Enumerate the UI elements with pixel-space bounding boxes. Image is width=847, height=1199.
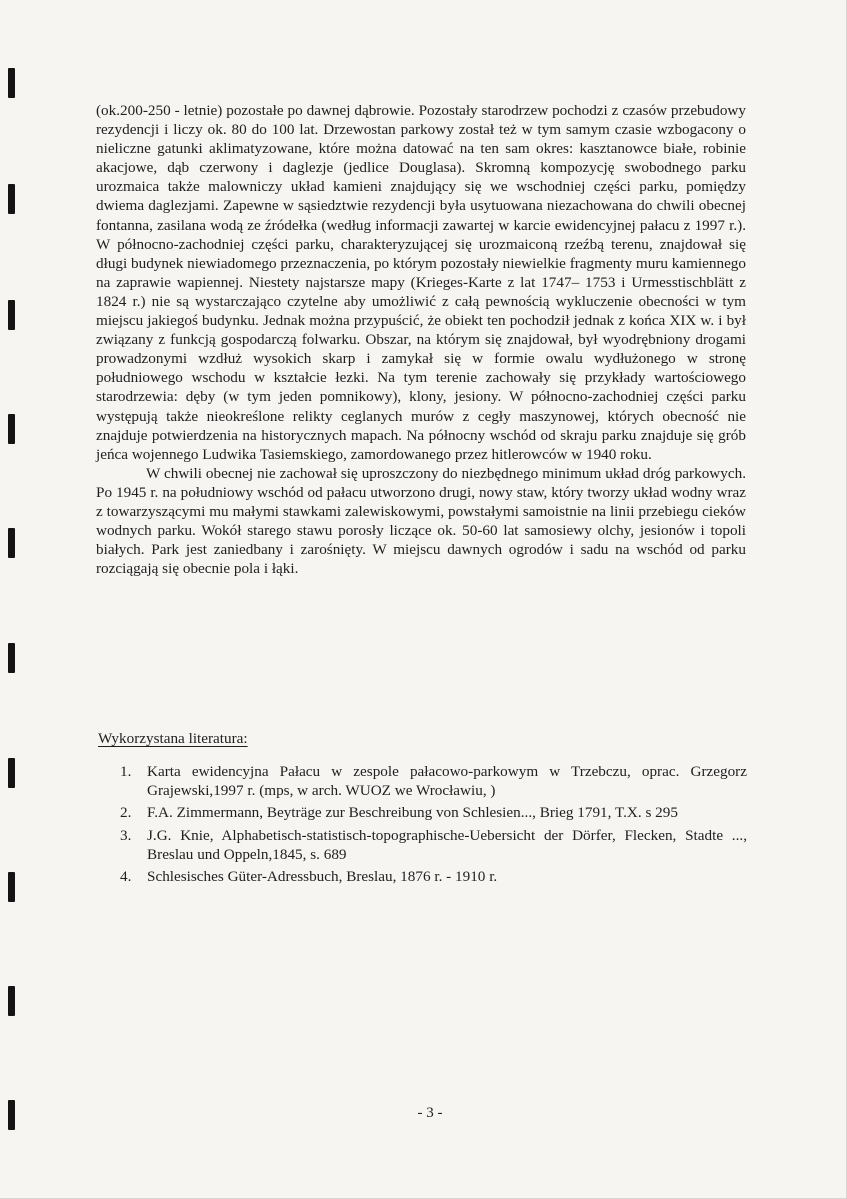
literature-item xyxy=(120,762,747,800)
page-number: - 3 - xyxy=(417,1105,443,1121)
literature-item-number: 2. xyxy=(120,804,132,822)
binder-hole-mark xyxy=(8,184,15,214)
literature-item-text: Karta ewidencyjna Pałacu w zespole pałacowo-parkowym w Trzebczu, oprac. Grzegorz Grajewski,1997 r. (mps, w arch. WUOZ we Wrocławiu, ) xyxy=(147,763,747,800)
literature-item-number: 4. xyxy=(120,868,132,886)
literature-item-text: Schlesisches Güter-Adressbuch, Breslau, 1876 r. - 1910 r. xyxy=(147,868,498,886)
binder-hole-mark xyxy=(8,758,15,788)
literature-item-text: J.G. Knie, Alphabetisch-statistisch-topographische-Uebersicht der Dörfer, Flecken, Stadte ..., Breslau und Oppeln,1845, s. 689 xyxy=(147,826,747,863)
body-paragraph: W chwili obecnej nie zachował się uproszczony do niezbędnego minimum układ dróg parkowych. Po 1945 r. na południowy wschód od pałacu utworzono drugi, nowy staw, który tworzy układ wodny wraz z towarzyszącymi mu małymi stawkami zalewiskowymi, powstałymi samoistnie na linii przebiegu cieków wodnych parku. Wokół starego stawu porosły liczące ok. 50-60 lat samosiewy olchy, jesionów i topoli białych. Park jest zaniedbany i zarośnięty. W miejscu dawnych ogrodów i sadu na wschód od parku rozciągają się obecnie pola i łąki. xyxy=(96,464,746,578)
literature-item-number: 1. xyxy=(120,763,132,780)
binder-hole-mark xyxy=(8,414,15,444)
binder-hole-mark xyxy=(8,1100,15,1130)
body-text xyxy=(96,101,746,578)
binder-hole-mark xyxy=(8,643,15,673)
binder-hole-mark xyxy=(8,68,15,98)
literature-heading: Wykorzystana literatura: xyxy=(98,730,248,747)
binder-hole-mark xyxy=(8,528,15,558)
literature-item-number: 3. xyxy=(120,826,132,844)
binder-hole-mark xyxy=(8,872,15,902)
binder-hole-mark xyxy=(8,300,15,330)
literature-item xyxy=(120,867,747,886)
body-paragraph: (ok.200-250 - letnie) pozostałe po dawnej dąbrowie. Pozostały starodrzew pochodzi z czasów przebudowy rezydencji i liczy ok. 80 do 100 lat. Drzewostan parkowy został też w tym samym czasie wzbogacony o nieliczne gatunki aklimatyzowane, które można datować na ten sam okres: kasztanowce białe, robinie akacjowe, dąb czerwony i daglezje (jedlice Douglasa). Skromną kompozycję swobodnego parku urozmaica także malowniczy układ kamieni znajdujący się we wschodniej części parku, pomiędzy dwiema daglezjami. Zapewne w sąsiedztwie rezydencji była usytuowana niezachowana do chwili obecnej fontanna, zasilana wodą ze źródełka (według informacji zawartej w karcie ewidencyjnej pałacu z 1997 r.). W północno-zachodniej części parku, charakteryzującej się urozmaiconą rzeźbą terenu, znajdował się długi budynek niewiadomego przeznaczenia, po którym pozostały niewielkie fragmenty muru kamiennego na zaprawie wapiennej. Niestety najstarsze mapy (Krieges-Karte z lat 1747– 1753 i Urmesstischblätt z 1824 r.) nie są wystarczająco czytelne aby umożliwić z całą pewnością wykluczenie obecności w tym miejscu jakiegoś budynku. Jednak można przypuścić, że obiekt ten pochodził jednak z końca XIX w. i był związany z funkcją gospodarczą folwarku. Obszar, na którym się znajdował, był wyodrębniony drogami prowadzonymi wzdłuż wysokich skarp i zamykał się w formie owalu wydłużonego w stronę południowego wschodu w kształcie łezki. Na tym terenie zachowały się przykłady wartościowego starodrzewia: dęby (w tym jeden pomnikowy), klony, jesiony. W północno-zachodniej części parku występują także nieokreślone relikty ceglanych murów z cegły maszynowej, których obecność nie znajduje potwierdzenia na historycznych mapach. Na północny wschód od skraju parku znajduje się grób jeńca wojennego Ludwika Tasiemskiego, zamordowanego przez hitlerowców w 1940 roku. xyxy=(96,102,746,463)
literature-item xyxy=(120,803,747,822)
literature-list xyxy=(120,762,747,889)
binder-hole-mark xyxy=(8,986,15,1016)
literature-item xyxy=(120,826,747,864)
literature-item-text: F.A. Zimmermann, Beyträge zur Beschreibung von Schlesien..., Brieg 1791, T.X. s 295 xyxy=(147,804,678,822)
